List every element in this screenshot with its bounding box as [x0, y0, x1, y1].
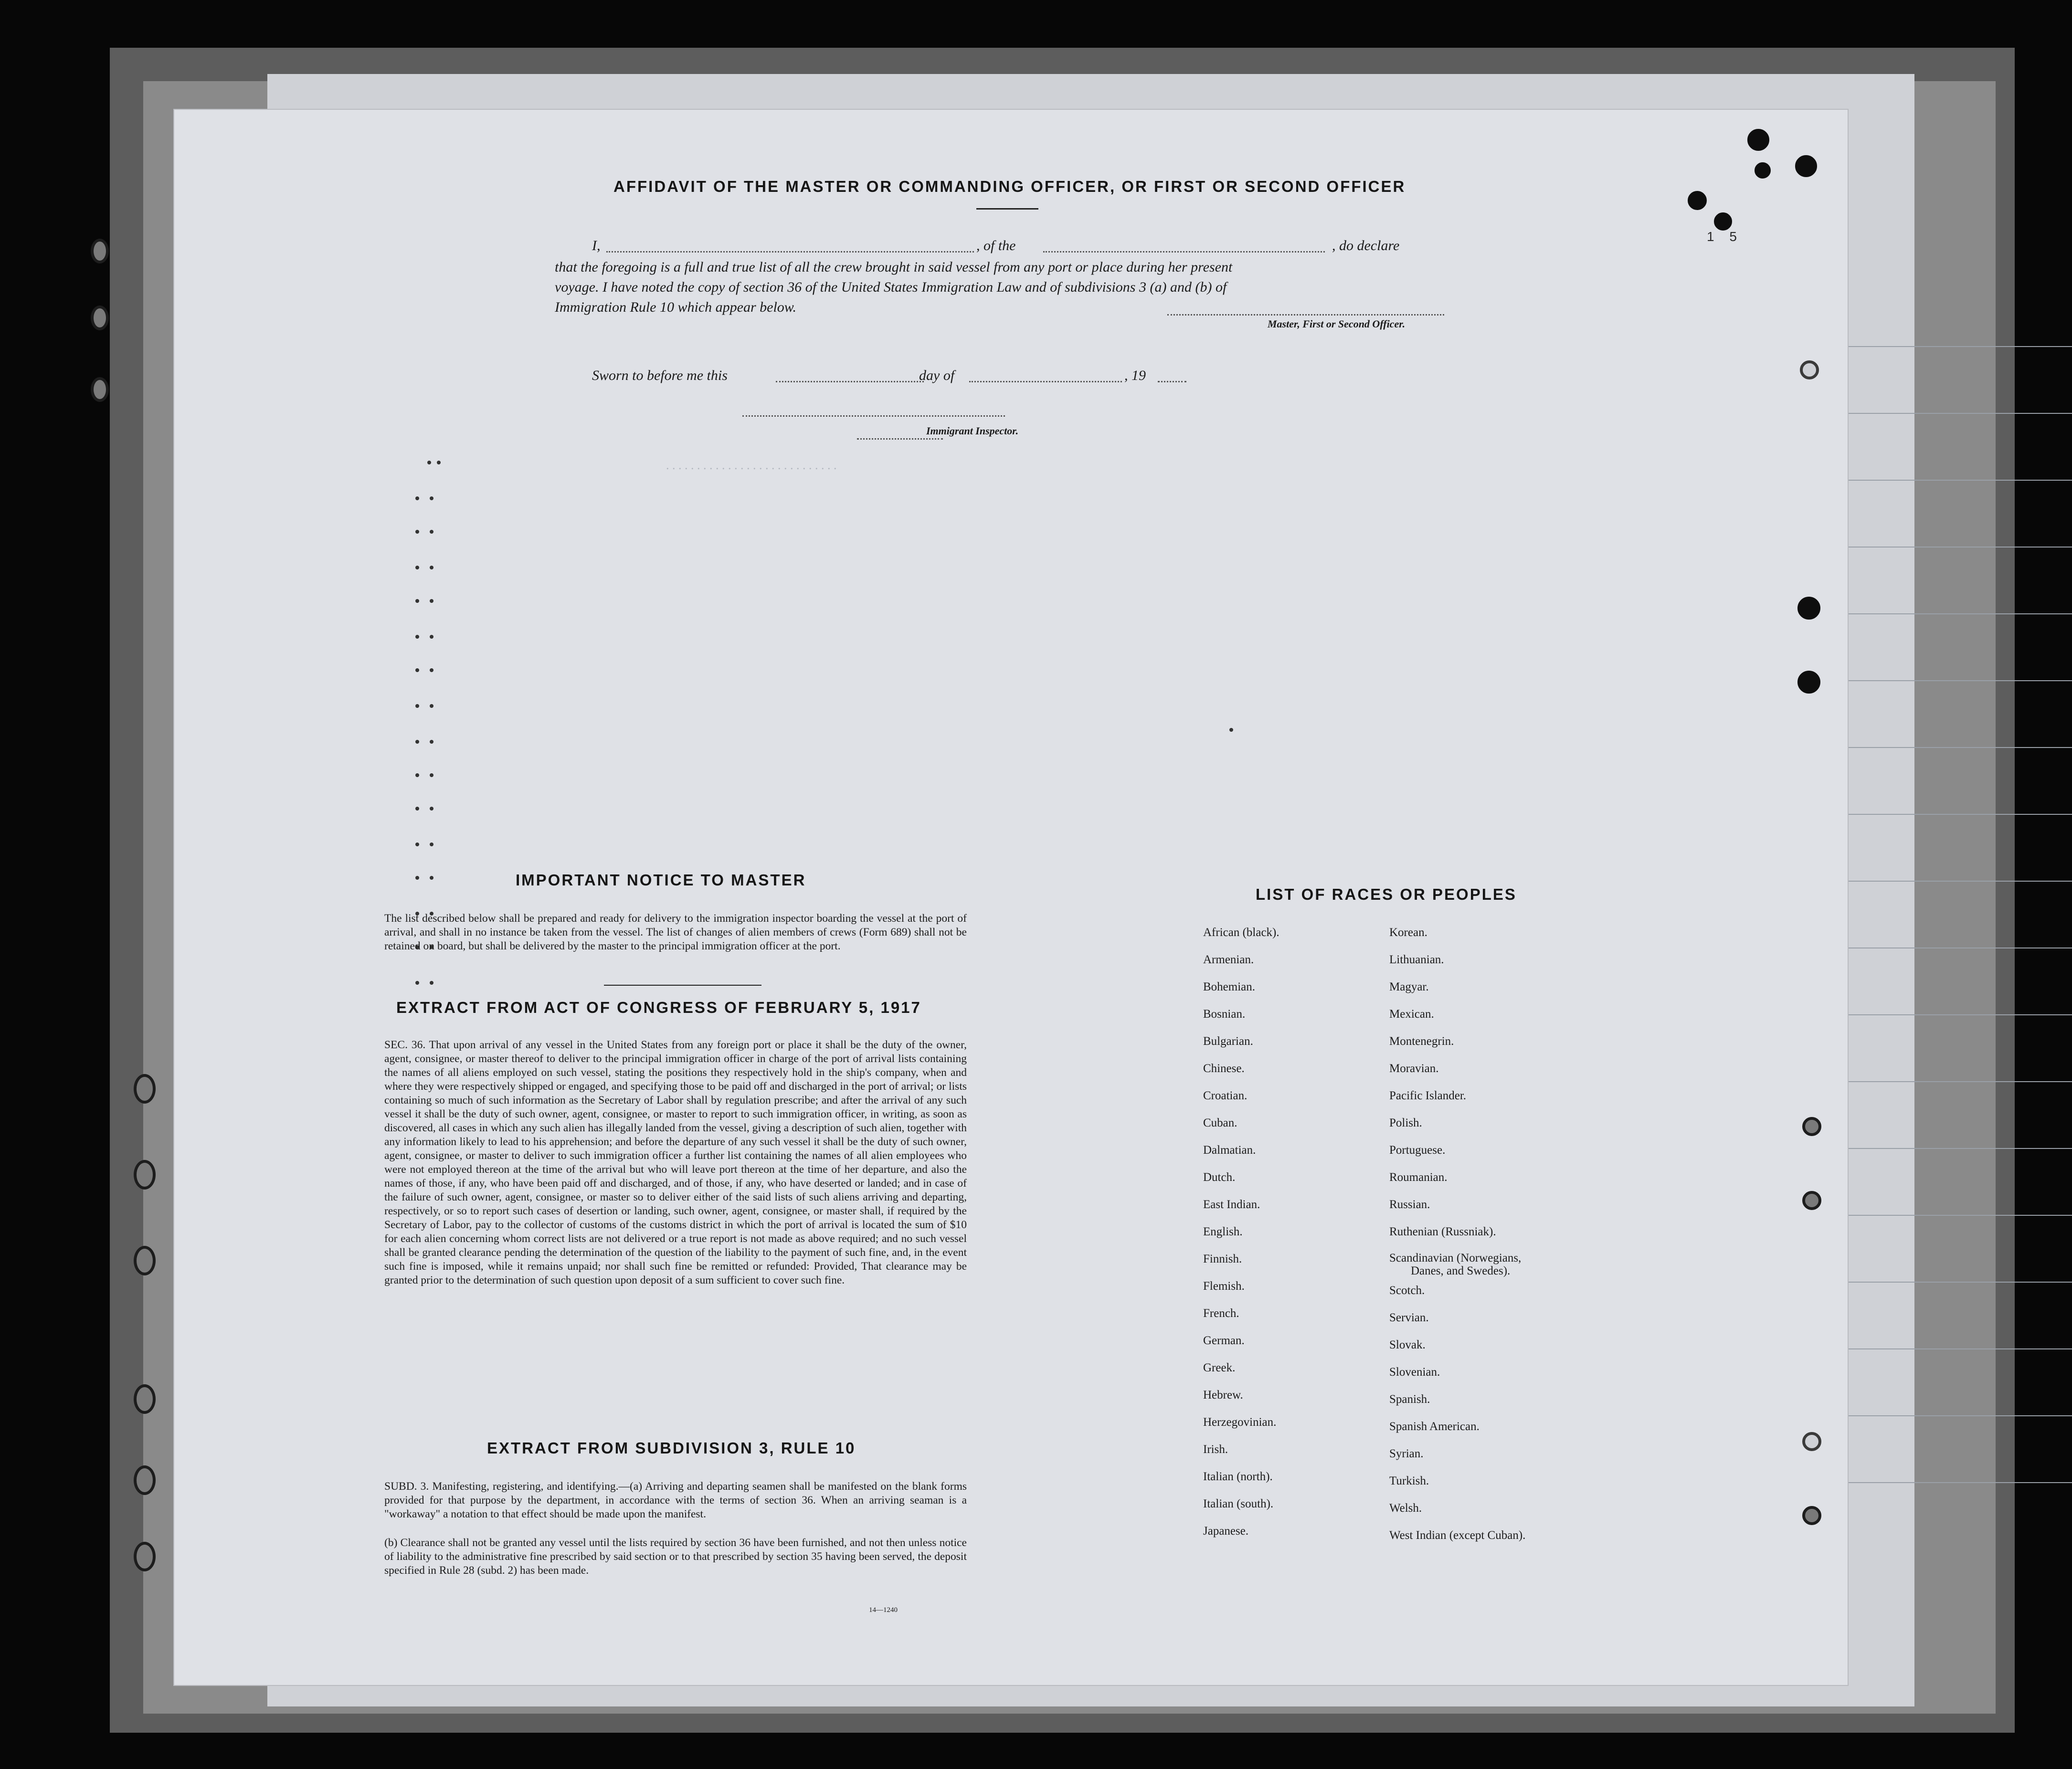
name-blank-field[interactable]	[606, 251, 974, 253]
race-item: Flemish.	[1203, 1280, 1245, 1293]
margin-scrawl: 1 5	[1707, 229, 1743, 244]
binder-hole	[134, 1074, 156, 1104]
bleed-through-text: . . . . . . . . . . . . . . . . . . . . . . . . . . . .	[666, 458, 837, 472]
race-item: Chinese.	[1203, 1062, 1245, 1075]
race-item: Bosnian.	[1203, 1008, 1246, 1021]
race-item: Armenian.	[1203, 953, 1254, 966]
margin-dot	[430, 530, 433, 534]
race-item: Herzegovinian.	[1203, 1416, 1277, 1429]
margin-dot	[415, 807, 419, 811]
binder-hole	[134, 1542, 156, 1571]
affidavit-declare: , do declare	[1332, 238, 1400, 253]
race-item: Spanish.	[1389, 1393, 1430, 1406]
sworn-text: Sworn to before me this	[592, 368, 728, 383]
margin-dot	[430, 668, 433, 672]
race-item: French.	[1203, 1307, 1239, 1320]
margin-dot	[427, 461, 431, 464]
margin-dot	[437, 461, 441, 464]
extract-rule-text-a: SUBD. 3. Manifesting, registering, and identifying.—(a) Arriving and departing seamen shall be manifested on the blank forms provided for that purpose by the department, in accordance with the terms of section 36. When an arriving seaman is a "workaway" a notation to that effect should be made upon the manifest.	[384, 1480, 967, 1520]
race-item: German.	[1203, 1334, 1245, 1347]
margin-dot	[430, 842, 433, 846]
affidavit-i: I,	[592, 238, 601, 253]
affidavit-line-3: voyage. I have noted the copy of section 36 of the United States Immigration Law and of subdivisions 3 (a) and (b) of	[555, 279, 1227, 295]
race-item: Servian.	[1389, 1311, 1429, 1324]
race-item: Croatian.	[1203, 1089, 1247, 1102]
race-item: Italian (south).	[1203, 1497, 1274, 1510]
punched-hole	[1747, 129, 1769, 151]
race-item: Magyar.	[1389, 980, 1429, 993]
margin-dot	[1229, 728, 1233, 732]
notice-rule	[604, 985, 761, 986]
margin-dot	[415, 876, 419, 880]
race-item: Danes, and Swedes).	[1411, 1264, 1511, 1277]
margin-dot	[415, 704, 419, 708]
binder-hole	[91, 239, 109, 263]
margin-dot	[430, 496, 433, 500]
race-item: East Indian.	[1203, 1198, 1260, 1211]
race-item: Pacific Islander.	[1389, 1089, 1467, 1102]
binder-hole	[134, 1384, 156, 1414]
affidavit-line-2: that the foregoing is a full and true list of all the crew brought in said vessel from any port or place during her present	[555, 259, 1233, 275]
margin-dot	[415, 496, 419, 500]
race-item: Irish.	[1203, 1443, 1228, 1456]
extract-act-title: EXTRACT FROM ACT OF CONGRESS OF FEBRUARY 5, 1917	[396, 999, 921, 1016]
margin-dot	[415, 981, 419, 985]
race-item: Portuguese.	[1389, 1144, 1446, 1157]
race-item: Lithuanian.	[1389, 953, 1444, 966]
races-title: LIST OF RACES OR PEOPLES	[1256, 885, 1517, 903]
affidavit-line-4: Immigration Rule 10 which appear below.	[555, 299, 797, 315]
race-item: Roumanian.	[1389, 1171, 1448, 1184]
margin-dot	[430, 807, 433, 811]
margin-dot	[415, 566, 419, 569]
race-item: Greek.	[1203, 1361, 1236, 1374]
race-item: Slovenian.	[1389, 1366, 1440, 1379]
margin-dot	[430, 773, 433, 777]
margin-dot	[415, 530, 419, 534]
race-item: English.	[1203, 1225, 1243, 1238]
margin-dot	[415, 599, 419, 603]
race-item: Italian (north).	[1203, 1470, 1273, 1483]
race-item: Hebrew.	[1203, 1389, 1243, 1401]
sworn-day-blank[interactable]	[776, 381, 924, 382]
sworn-month-blank[interactable]	[969, 381, 1122, 382]
margin-dot	[415, 668, 419, 672]
notice-text: The list described below shall be prepared and ready for delivery to the immigration inspector boarding the vessel at the port of arrival, and shall in no instance be taken from the vessel. The list of changes of alien members of crews (Form 689) shall not be retained on board, but shall be delivered by the master to the principal immigration officer at the port.	[384, 912, 967, 952]
race-item: Moravian.	[1389, 1062, 1439, 1075]
race-item: African (black).	[1203, 926, 1279, 939]
race-item: Montenegrin.	[1389, 1035, 1454, 1048]
margin-dot	[430, 566, 433, 569]
race-item: Dutch.	[1203, 1171, 1236, 1184]
punched-hole	[1802, 1117, 1821, 1136]
margin-dot	[430, 876, 433, 880]
race-item: Bohemian.	[1203, 980, 1256, 993]
extract-rule-text-b: (b) Clearance shall not be granted any vessel until the lists required by section 36 have been furnished, and not then unless notice of liability to the administrative fine prescribed by said section or to that prescribed by section 35 having been served, the deposit specified in Rule 28 (subd. 2) has been made.	[384, 1537, 967, 1577]
punched-hole	[1797, 597, 1820, 620]
title-rule	[976, 208, 1038, 210]
race-item: West Indian (except Cuban).	[1389, 1529, 1526, 1542]
affidavit-of-the: , of the	[976, 238, 1016, 253]
inspector-label: Immigrant Inspector.	[926, 425, 1019, 437]
race-item: Spanish American.	[1389, 1420, 1480, 1433]
race-item: Finnish.	[1203, 1253, 1242, 1265]
race-item: Bulgarian.	[1203, 1035, 1253, 1048]
race-item: Russian.	[1389, 1198, 1430, 1211]
signature-blank-field[interactable]	[1167, 314, 1444, 316]
race-item: Scandinavian (Norwegians,	[1389, 1252, 1522, 1264]
race-item: Japanese.	[1203, 1525, 1249, 1537]
race-item: Mexican.	[1389, 1008, 1434, 1021]
punched-hole	[1795, 155, 1817, 177]
race-item: Dalmatian.	[1203, 1144, 1256, 1157]
race-item: Polish.	[1389, 1116, 1422, 1129]
punched-hole	[1714, 212, 1732, 231]
race-item: Ruthenian (Russniak).	[1389, 1225, 1496, 1238]
race-item: Cuban.	[1203, 1116, 1237, 1129]
margin-dot	[415, 740, 419, 744]
notice-title: IMPORTANT NOTICE TO MASTER	[516, 871, 806, 889]
form-number: 14—1240	[869, 1606, 898, 1614]
signature-label: Master, First or Second Officer.	[1268, 318, 1406, 330]
margin-dot	[430, 635, 433, 639]
binder-hole	[134, 1246, 156, 1275]
extract-act-text: SEC. 36. That upon arrival of any vessel in the United States from any foreign port or place it shall be the duty of the owner, agent, consignee, or master thereof to deliver to the principal immigration officer in charge of the port of arrival lists containing the names of all aliens employed on such vessel, stating the positions they respectively hold in the ship's company, when and where they were respectively shipped or engaged, and specifying those to be paid off and discharged in the port of arrival; or lists containing so much of such information as the Secretary of Labor shall by regulation prescribe; and after the arrival of any such vessel it shall be the duty of such owner, agent, consignee, or master to report to such immigration officer, in writing, as soon as discovered, all cases in which any such alien has illegally landed from the vessel, giving a description of such alien, together with any information likely to lead to his apprehension; and before the departure of any such vessel it shall be the duty of such owner, agent, consignee, or master to deliver to such immigration officer a further list containing the names of all alien employees who were not employed thereon at the time of the arrival but who will leave port thereon at the time of her departure, and also the names of those, if any, who have been paid off and discharged, and of those, if any, who have deserted or landed; and in case of the failure of such owner, agent, consignee, or master so to deliver either of the said lists of such aliens arriving and departing, respectively, or so to report such cases of desertion or landing, such owner, agent, consignee, or master shall, if required by the Secretary of Labor, pay to the collector of customs of the customs district in which the port of arrival is located the sum of $10 for each alien concerning whom correct lists are not delivered or a true report is not made as above required; and no such vessel shall be granted clearance pending the determination of the question of the liability to the payment of such fine, and, in the event such fine is imposed, while it remains unpaid; nor shall such fine be remitted or refunded: Provided, That clearance may be granted prior to the determination of such question upon deposit of a sum sufficient to cover such fine.	[384, 1039, 967, 1286]
punched-hole	[1802, 1191, 1821, 1210]
vessel-blank-field[interactable]	[1043, 251, 1325, 253]
race-item: Welsh.	[1389, 1502, 1422, 1515]
inspector-blank-field[interactable]	[742, 415, 1005, 417]
affidavit-title: AFFIDAVIT OF THE MASTER OR COMMANDING OFFICER, OR FIRST OR SECOND OFFICER	[613, 178, 1406, 195]
day-of-text: day of	[919, 368, 955, 383]
punched-hole	[1800, 360, 1819, 379]
binder-hole	[91, 305, 109, 330]
punched-hole	[1755, 162, 1771, 179]
year-text: , 19	[1124, 368, 1146, 383]
margin-dot	[430, 599, 433, 603]
sworn-year-blank[interactable]	[1158, 381, 1186, 382]
punched-hole	[1797, 671, 1820, 694]
margin-dot	[415, 773, 419, 777]
race-item: Slovak.	[1389, 1338, 1426, 1351]
races-right-column	[1389, 919, 1525, 1549]
affidavit-form-page	[174, 110, 1848, 1685]
race-item: Syrian.	[1389, 1447, 1424, 1460]
race-item: Turkish.	[1389, 1474, 1429, 1487]
binder-hole	[134, 1465, 156, 1495]
binder-hole	[91, 377, 109, 402]
punched-hole	[1688, 191, 1707, 210]
margin-dot	[430, 981, 433, 985]
margin-dot	[415, 842, 419, 846]
margin-dot	[430, 704, 433, 708]
margin-dot	[415, 635, 419, 639]
inspector-blank-field-2[interactable]	[857, 438, 943, 440]
punched-hole	[1802, 1506, 1821, 1525]
margin-dot	[430, 740, 433, 744]
extract-rule-title: EXTRACT FROM SUBDIVISION 3, RULE 10	[487, 1439, 856, 1457]
race-item: Scotch.	[1389, 1284, 1425, 1297]
race-item: Korean.	[1389, 926, 1427, 939]
binder-hole	[134, 1160, 156, 1190]
races-left-column	[1203, 919, 1279, 1545]
punched-hole	[1802, 1432, 1821, 1451]
